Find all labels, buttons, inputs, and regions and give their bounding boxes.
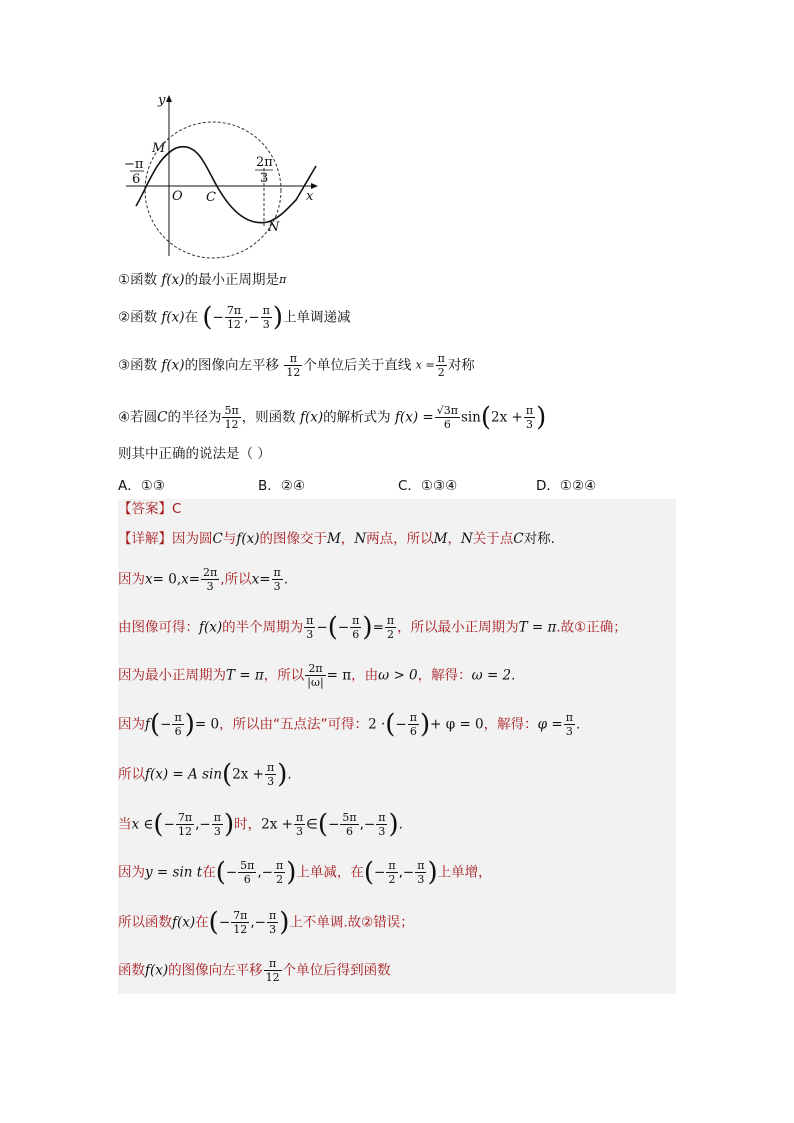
l9-a: 所以函数: [118, 914, 172, 931]
s2-lparen: (: [202, 302, 213, 333]
l5-hd: 3: [565, 725, 573, 738]
l6-lp: (: [222, 759, 233, 790]
statement-3: [118, 352, 475, 379]
l10-f: f(x): [145, 962, 169, 979]
l4-fd: |ω|: [307, 676, 324, 689]
s4-ad: 6: [443, 418, 451, 431]
s4-lparen: (: [480, 402, 492, 433]
l8-lp2: (: [363, 857, 375, 888]
detail-line-7: [118, 811, 403, 838]
l8-comma1: ,−: [257, 864, 273, 881]
l5-frac-c: [564, 711, 575, 738]
l7-bn: π: [213, 811, 221, 824]
l10-n: π: [264, 957, 282, 971]
l7-en: π: [378, 811, 386, 824]
l5-phi2: φ =: [537, 716, 563, 733]
l9-neg1: −: [218, 914, 231, 931]
l7-comma2: ,−: [359, 816, 376, 833]
l8-rp2: ): [427, 857, 438, 888]
l2-a: 因为: [118, 571, 145, 588]
l8-dd: 3: [417, 873, 425, 886]
l9-c: 上不单调.故②错误；: [289, 914, 414, 931]
s4-c: C: [157, 409, 168, 426]
s3-text-a: 函数: [130, 357, 158, 374]
detail-line-8: [118, 859, 492, 886]
s3-text-d: 对称: [447, 357, 475, 374]
marker-2: ②: [118, 309, 131, 326]
l8-a: 因为: [118, 864, 145, 881]
s3-fn: π: [284, 352, 302, 366]
s2-f2d: 3: [262, 318, 270, 331]
l8-bn: π: [276, 859, 284, 872]
s4-bn: π: [525, 404, 534, 417]
l3-ad: 3: [306, 628, 314, 641]
s4-rd: 12: [224, 418, 239, 431]
detail-line-3: [118, 614, 627, 641]
l2-gn: π: [273, 566, 281, 579]
s1-text-b: 的最小正周期是: [184, 272, 280, 288]
l4-c: ，由: [351, 667, 379, 684]
l9-frac-b: [267, 909, 278, 936]
s3-gn: π: [437, 352, 445, 365]
choice-a[interactable]: A．①③: [118, 478, 165, 494]
s1-func: f(x): [161, 272, 185, 288]
l10-b: 的图像向左平移: [168, 962, 263, 979]
l7-dn: 5π: [342, 811, 357, 824]
l10-a: 函数: [118, 962, 145, 979]
answer-value: C: [172, 501, 182, 517]
l1-m2: M: [433, 531, 448, 547]
l5-c: ，解得：: [483, 716, 538, 733]
l10-frac: [264, 957, 282, 984]
detail-tag: 【详解】: [118, 531, 172, 547]
l1-c3: C: [513, 531, 524, 547]
l1-c2: 的图像交于: [259, 531, 327, 547]
l7-bd: 3: [213, 825, 221, 838]
l6-frac: [265, 761, 276, 788]
l7-comma1: ,−: [195, 816, 211, 833]
s2-text-c: 上单调递减: [283, 309, 351, 326]
l7-rp2: ): [388, 809, 399, 840]
l8-cd: 2: [388, 873, 396, 886]
l5-fd: 6: [174, 725, 182, 738]
l7-a: 当: [118, 816, 132, 833]
s2-frac-2: [261, 304, 272, 331]
detail-line-2: [118, 566, 288, 593]
l2-b: = 0,: [152, 571, 182, 588]
l5-lp: (: [150, 709, 161, 740]
l2-xc: x: [251, 571, 260, 588]
l2-n: x: [181, 571, 189, 588]
l4-frac: [305, 662, 325, 689]
l8-y: y = sin t: [145, 864, 203, 881]
l9-bn: π: [268, 909, 277, 922]
solution-panel: [118, 499, 676, 994]
statement-2: [118, 304, 351, 331]
s2-f1n: 7π: [226, 304, 242, 317]
s4-lhs: f(x) =: [394, 409, 434, 426]
l6-f: f(x) = A sin: [145, 766, 223, 783]
answer-tag: 【答案】: [118, 501, 172, 517]
s3-frac-2: [436, 352, 447, 379]
s4-sin: sin: [460, 409, 481, 426]
marker-1: ①: [118, 272, 131, 288]
label-c: C: [206, 190, 216, 205]
l10-c: 个单位后得到函数: [282, 962, 391, 979]
s2-func: f(x): [161, 309, 185, 326]
l9-b: 在: [195, 914, 209, 931]
sine-curve: [136, 147, 316, 223]
l8-bd: 2: [276, 873, 284, 886]
marker-4: ④: [118, 409, 131, 426]
s1-pi: π: [279, 273, 287, 286]
s2-f2n: π: [262, 304, 270, 317]
l3-cd: 2: [386, 628, 394, 641]
detail-line-10: [118, 957, 391, 984]
l8-b: 在: [202, 864, 216, 881]
label-x: x: [306, 189, 314, 204]
l8-frac-b: [274, 859, 285, 886]
l7-neg2: −: [328, 816, 340, 833]
s3-frac-1: [284, 352, 302, 379]
l2-frac-2: [272, 566, 283, 593]
l1-m: M: [327, 531, 341, 547]
l5-hn: π: [565, 711, 573, 724]
l9-comma: ,−: [250, 914, 266, 931]
l7-frac-e: [376, 811, 387, 838]
l7-rp: ): [223, 809, 235, 840]
l8-c: 上单减，在: [296, 864, 364, 881]
l7-frac-a: [176, 811, 194, 838]
l8-cn: π: [388, 859, 396, 872]
l4-w2: ω = 2: [471, 667, 512, 684]
l7-cn: π: [295, 811, 304, 824]
s4-func: f(x): [299, 409, 324, 426]
statement-4: [118, 404, 546, 431]
l3-an: π: [306, 614, 314, 627]
s2-text-a: 函数: [130, 309, 158, 326]
l8-neg2: −: [374, 864, 386, 881]
l8-dn: π: [417, 859, 425, 872]
l8-frac-c: [386, 859, 397, 886]
l7-x: x ∈: [131, 816, 154, 833]
l1-n2: N: [460, 531, 473, 547]
l7-in: ∈: [306, 816, 318, 833]
s4-rn: 5π: [224, 404, 239, 417]
label-n: N: [268, 220, 280, 235]
l5-gd: 6: [409, 725, 417, 738]
l6-a: 所以: [118, 766, 145, 783]
l3-d: .故①正确；: [556, 619, 627, 636]
detail-line-9: [118, 909, 414, 936]
l5-frac-b: [408, 711, 419, 738]
detail-line-4: [118, 662, 515, 689]
label-neg-pi: −π: [124, 157, 144, 172]
l5-phi: + φ = 0: [430, 716, 484, 733]
s4-bd: 3: [525, 418, 533, 431]
l6-d: 3: [267, 775, 275, 788]
l7-dd: 6: [346, 825, 353, 838]
l2-fd: 3: [206, 580, 214, 593]
s3-gd: 2: [437, 366, 445, 379]
l3-rp: ): [362, 612, 373, 643]
l9-ad: 12: [233, 923, 248, 936]
l5-f: f: [145, 716, 150, 733]
l1-f: f(x): [236, 531, 260, 547]
l5-d: .: [575, 716, 581, 733]
l3-f: f(x): [199, 619, 223, 636]
l1-d: ，: [340, 531, 355, 547]
l8-comma2: ,−: [398, 864, 415, 881]
s2-text-b: 在: [184, 309, 199, 326]
l7-cd: 3: [296, 825, 304, 838]
l10-d: 12: [265, 971, 280, 984]
l7-lp: (: [153, 809, 164, 840]
marker-3: ③: [118, 357, 131, 374]
s4-text-a: 若圆: [130, 409, 158, 426]
detail-line-1: [118, 529, 555, 549]
l9-rp: ): [279, 907, 290, 938]
l3-eq: =: [372, 619, 384, 636]
l2-gd: 3: [273, 580, 281, 593]
l7-frac-b: [212, 811, 223, 838]
l3-a: 由图像可得：: [118, 619, 199, 636]
detail-line-5: [118, 711, 580, 738]
l5-two: 2 ·: [368, 716, 386, 733]
l7-frac-d: [340, 811, 358, 838]
l3-frac-c: [385, 614, 396, 641]
label-three: 3: [260, 171, 269, 186]
l4-w: ω > 0: [378, 667, 418, 684]
l8-neg1: −: [225, 864, 238, 881]
l7-arg: 2x +: [261, 816, 293, 833]
l6-e: .: [287, 766, 292, 783]
label-six: 6: [132, 172, 141, 187]
l3-t: T = π: [518, 619, 557, 636]
l3-c: ，所以最小正周期为: [397, 619, 519, 636]
l3-bd: 6: [352, 628, 360, 641]
l6-n: π: [267, 761, 275, 774]
l9-f: f(x): [172, 914, 196, 931]
l4-t: T = π: [226, 667, 264, 684]
s2-frac-1: [225, 304, 243, 331]
l5-fn: π: [174, 711, 182, 724]
label-o: O: [172, 189, 183, 204]
l3-bn: π: [352, 614, 360, 627]
l1-n: N: [354, 531, 367, 547]
l8-frac-a: [238, 859, 256, 886]
l5-b: ，所以由“五点法”可得：: [219, 716, 369, 733]
l9-frac-a: [231, 909, 249, 936]
l1-c: C: [212, 531, 223, 547]
l6-rp: ): [277, 759, 288, 790]
l5-a: 因为: [118, 716, 145, 733]
s4-arg: 2x +: [491, 409, 523, 426]
l8-lp: (: [215, 857, 226, 888]
l3-neg: −: [337, 619, 350, 636]
l4-b: ，所以: [263, 667, 305, 684]
label-two-pi: 2π: [256, 155, 273, 170]
s4-rparen: ): [536, 402, 547, 433]
answer-line: [118, 499, 181, 519]
s4-text-b: 的半径为: [167, 409, 222, 426]
l3-frac-b: [350, 614, 361, 641]
s3-text-c: 个单位后关于直线: [303, 357, 412, 374]
l2-e: =: [259, 571, 271, 588]
l5-neg: −: [160, 716, 172, 733]
l7-an: 7π: [177, 811, 193, 824]
question-prompt: 则其中正确的说法是（ ）: [118, 446, 271, 462]
l7-neg1: −: [163, 816, 175, 833]
function-graph-figure: [118, 88, 328, 263]
l4-fn: 2π: [305, 662, 325, 676]
s4-frac-a: [435, 404, 460, 431]
l9-bd: 3: [269, 923, 277, 936]
answer-choices: [118, 474, 678, 494]
l1-e: 两点，所以: [366, 531, 434, 547]
l5-rp2: ): [419, 709, 431, 740]
l5-rp: ): [184, 709, 195, 740]
statement-1: [118, 270, 286, 290]
l1-a: 因为圆: [172, 531, 213, 547]
label-y: y: [158, 93, 166, 108]
s3-fd: 12: [286, 366, 301, 379]
l5-lp2: (: [385, 709, 396, 740]
y-axis-arrow: [166, 95, 172, 102]
s2-f1d: 12: [226, 318, 241, 331]
l2-d: ,所以: [220, 571, 252, 588]
s2-rparen: ): [272, 302, 284, 333]
l7-ad: 12: [177, 825, 192, 838]
l3-lp: (: [327, 612, 338, 643]
l4-d: ，解得：: [417, 667, 472, 684]
s1-text-a: 函数: [130, 272, 158, 288]
s2-comma: ,−: [244, 309, 260, 326]
l2-frac-1: [201, 566, 219, 593]
l7-c: .: [398, 816, 403, 833]
s4-frac-b: [524, 404, 535, 431]
s4-an: √3π: [436, 404, 458, 417]
l2-c: =: [188, 571, 201, 588]
l3-b: 的半个周期为: [222, 619, 304, 636]
s4-text-d: 的解析式为: [323, 409, 391, 426]
l9-lp: (: [208, 907, 219, 938]
l8-frac-d: [415, 859, 426, 886]
l2-f: .: [283, 571, 289, 588]
l5-neg2: −: [395, 716, 407, 733]
s4-text-c: ，则函数: [241, 409, 296, 426]
l2-m: x: [145, 571, 153, 588]
l7-frac-c: [294, 811, 305, 838]
choice-c[interactable]: C．①③④: [398, 478, 458, 494]
choice-d[interactable]: D．①②④: [536, 478, 597, 494]
l5-gn: π: [409, 711, 417, 724]
l4-eq: = π: [326, 667, 352, 684]
l9-an: 7π: [233, 909, 248, 922]
l7-lp2: (: [317, 809, 329, 840]
s3-xeq: x =: [415, 358, 435, 372]
l3-frac-a: [304, 614, 315, 641]
l3-cn: π: [386, 614, 395, 627]
s3-func: f(x): [161, 357, 185, 374]
l5-frac-a: [172, 711, 183, 738]
s2-minus1: −: [212, 309, 224, 326]
l7-b: 时，: [234, 816, 262, 833]
choice-b[interactable]: B．②④: [258, 478, 305, 494]
s3-text-b: 的图像向左平移: [184, 357, 280, 374]
l2-fn: 2π: [203, 566, 218, 579]
l7-ed: 3: [378, 825, 386, 838]
l8-an: 5π: [240, 859, 255, 872]
l1-f2: ，: [447, 531, 461, 547]
l4-a: 因为最小正周期为: [118, 667, 226, 684]
l4-e: .: [511, 667, 516, 684]
l1-g: 关于点: [472, 531, 514, 547]
l1-b: 与: [222, 531, 237, 547]
l8-d: 上单增，: [437, 864, 492, 881]
detail-line-6: [118, 761, 292, 788]
label-m: M: [152, 141, 166, 156]
l1-h: 对称.: [523, 531, 555, 547]
l8-rp: ): [286, 857, 297, 888]
l3-minus: −: [316, 619, 328, 636]
l5-eq: = 0: [194, 716, 220, 733]
l8-ad: 6: [243, 873, 251, 886]
l6-arg: 2x +: [232, 766, 264, 783]
s4-frac-r: [222, 404, 240, 431]
